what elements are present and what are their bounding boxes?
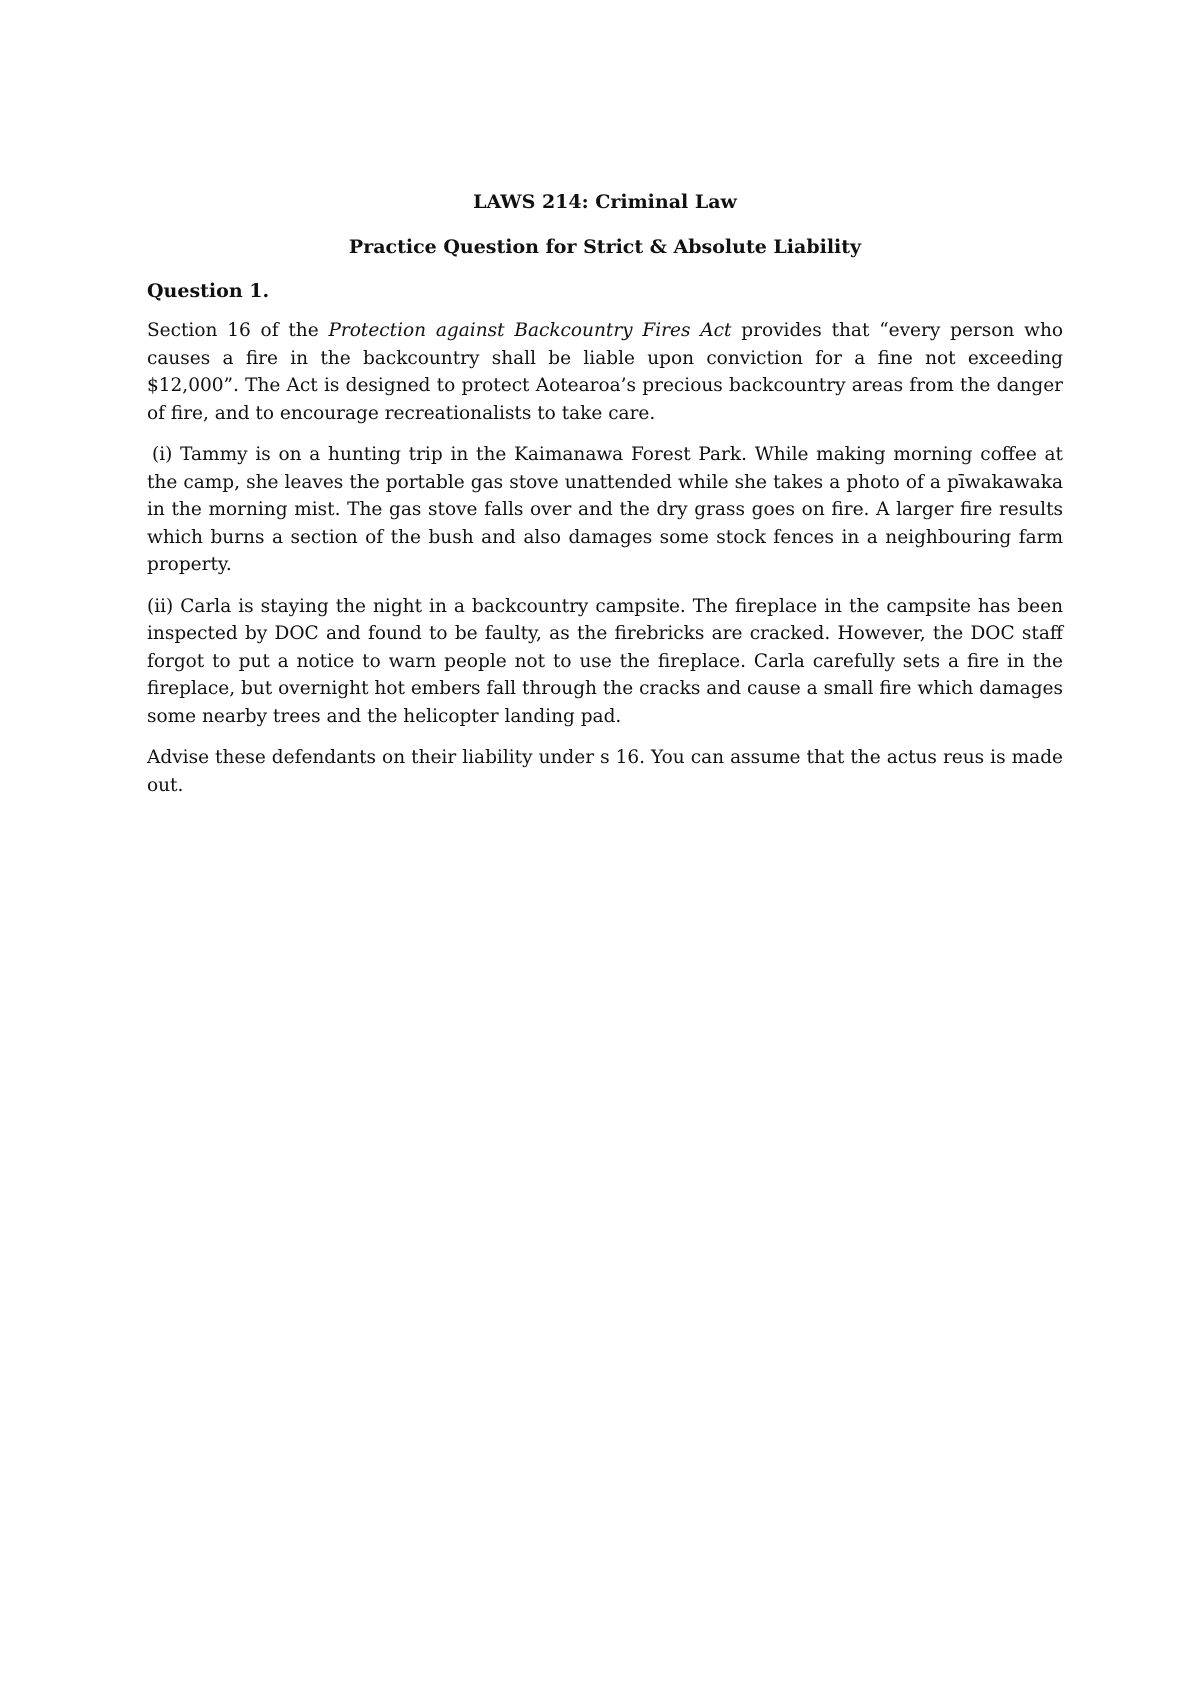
intro-text-end: provides that “every person who causes a fire in the backcountry shall be liable upon conviction for a fine not exceeding $12,000”. The Act is designed to protect Aotearoa’s precious backcountry areas from the danger of fire, and to encourage recreationalists to take care. — [147, 320, 1063, 424]
document-body — [147, 190, 1063, 813]
instruction-paragraph: Advise these defendants on their liability under s 16. You can assume that the actus reus is made out. — [147, 747, 1063, 796]
question-heading: Question 1. — [147, 280, 270, 302]
document-title: LAWS 214: Criminal Law — [473, 191, 737, 213]
intro-text-start: Section 16 of the — [147, 320, 329, 341]
scenario-1-text: (i) Tammy is on a hunting trip in the Kaimanawa Forest Park. While making morning coffee at the camp, she leaves the portable gas stove unattended while she takes a photo of a pīwakawaka in the morning mist. The gas stove falls over and the dry grass goes on fire. A larger fire results which burns a section of the bush and also damages some stock fences in a neighbouring farm property. — [147, 444, 1063, 575]
document-subtitle: Practice Question for Strict & Absolute Liability — [348, 236, 862, 258]
scenario-2-paragraph: (ii) Carla is staying the night in a backcountry campsite. The fireplace in the campsite has been inspected by DOC and found to be faulty, as the firebricks are cracked. However, the DOC staff forgot to put a notice to warn people not to use the fireplace. Carla carefully sets a fire in the fireplace, but overnight hot embers fall through the cracks and cause a small fire which damages some nearby trees and the helicopter landing pad. — [147, 595, 1063, 727]
intro-paragraph — [147, 317, 1063, 427]
act-name: Protection against Backcountry Fires Act — [328, 320, 732, 341]
scenario-1-paragraph — [147, 441, 1063, 579]
